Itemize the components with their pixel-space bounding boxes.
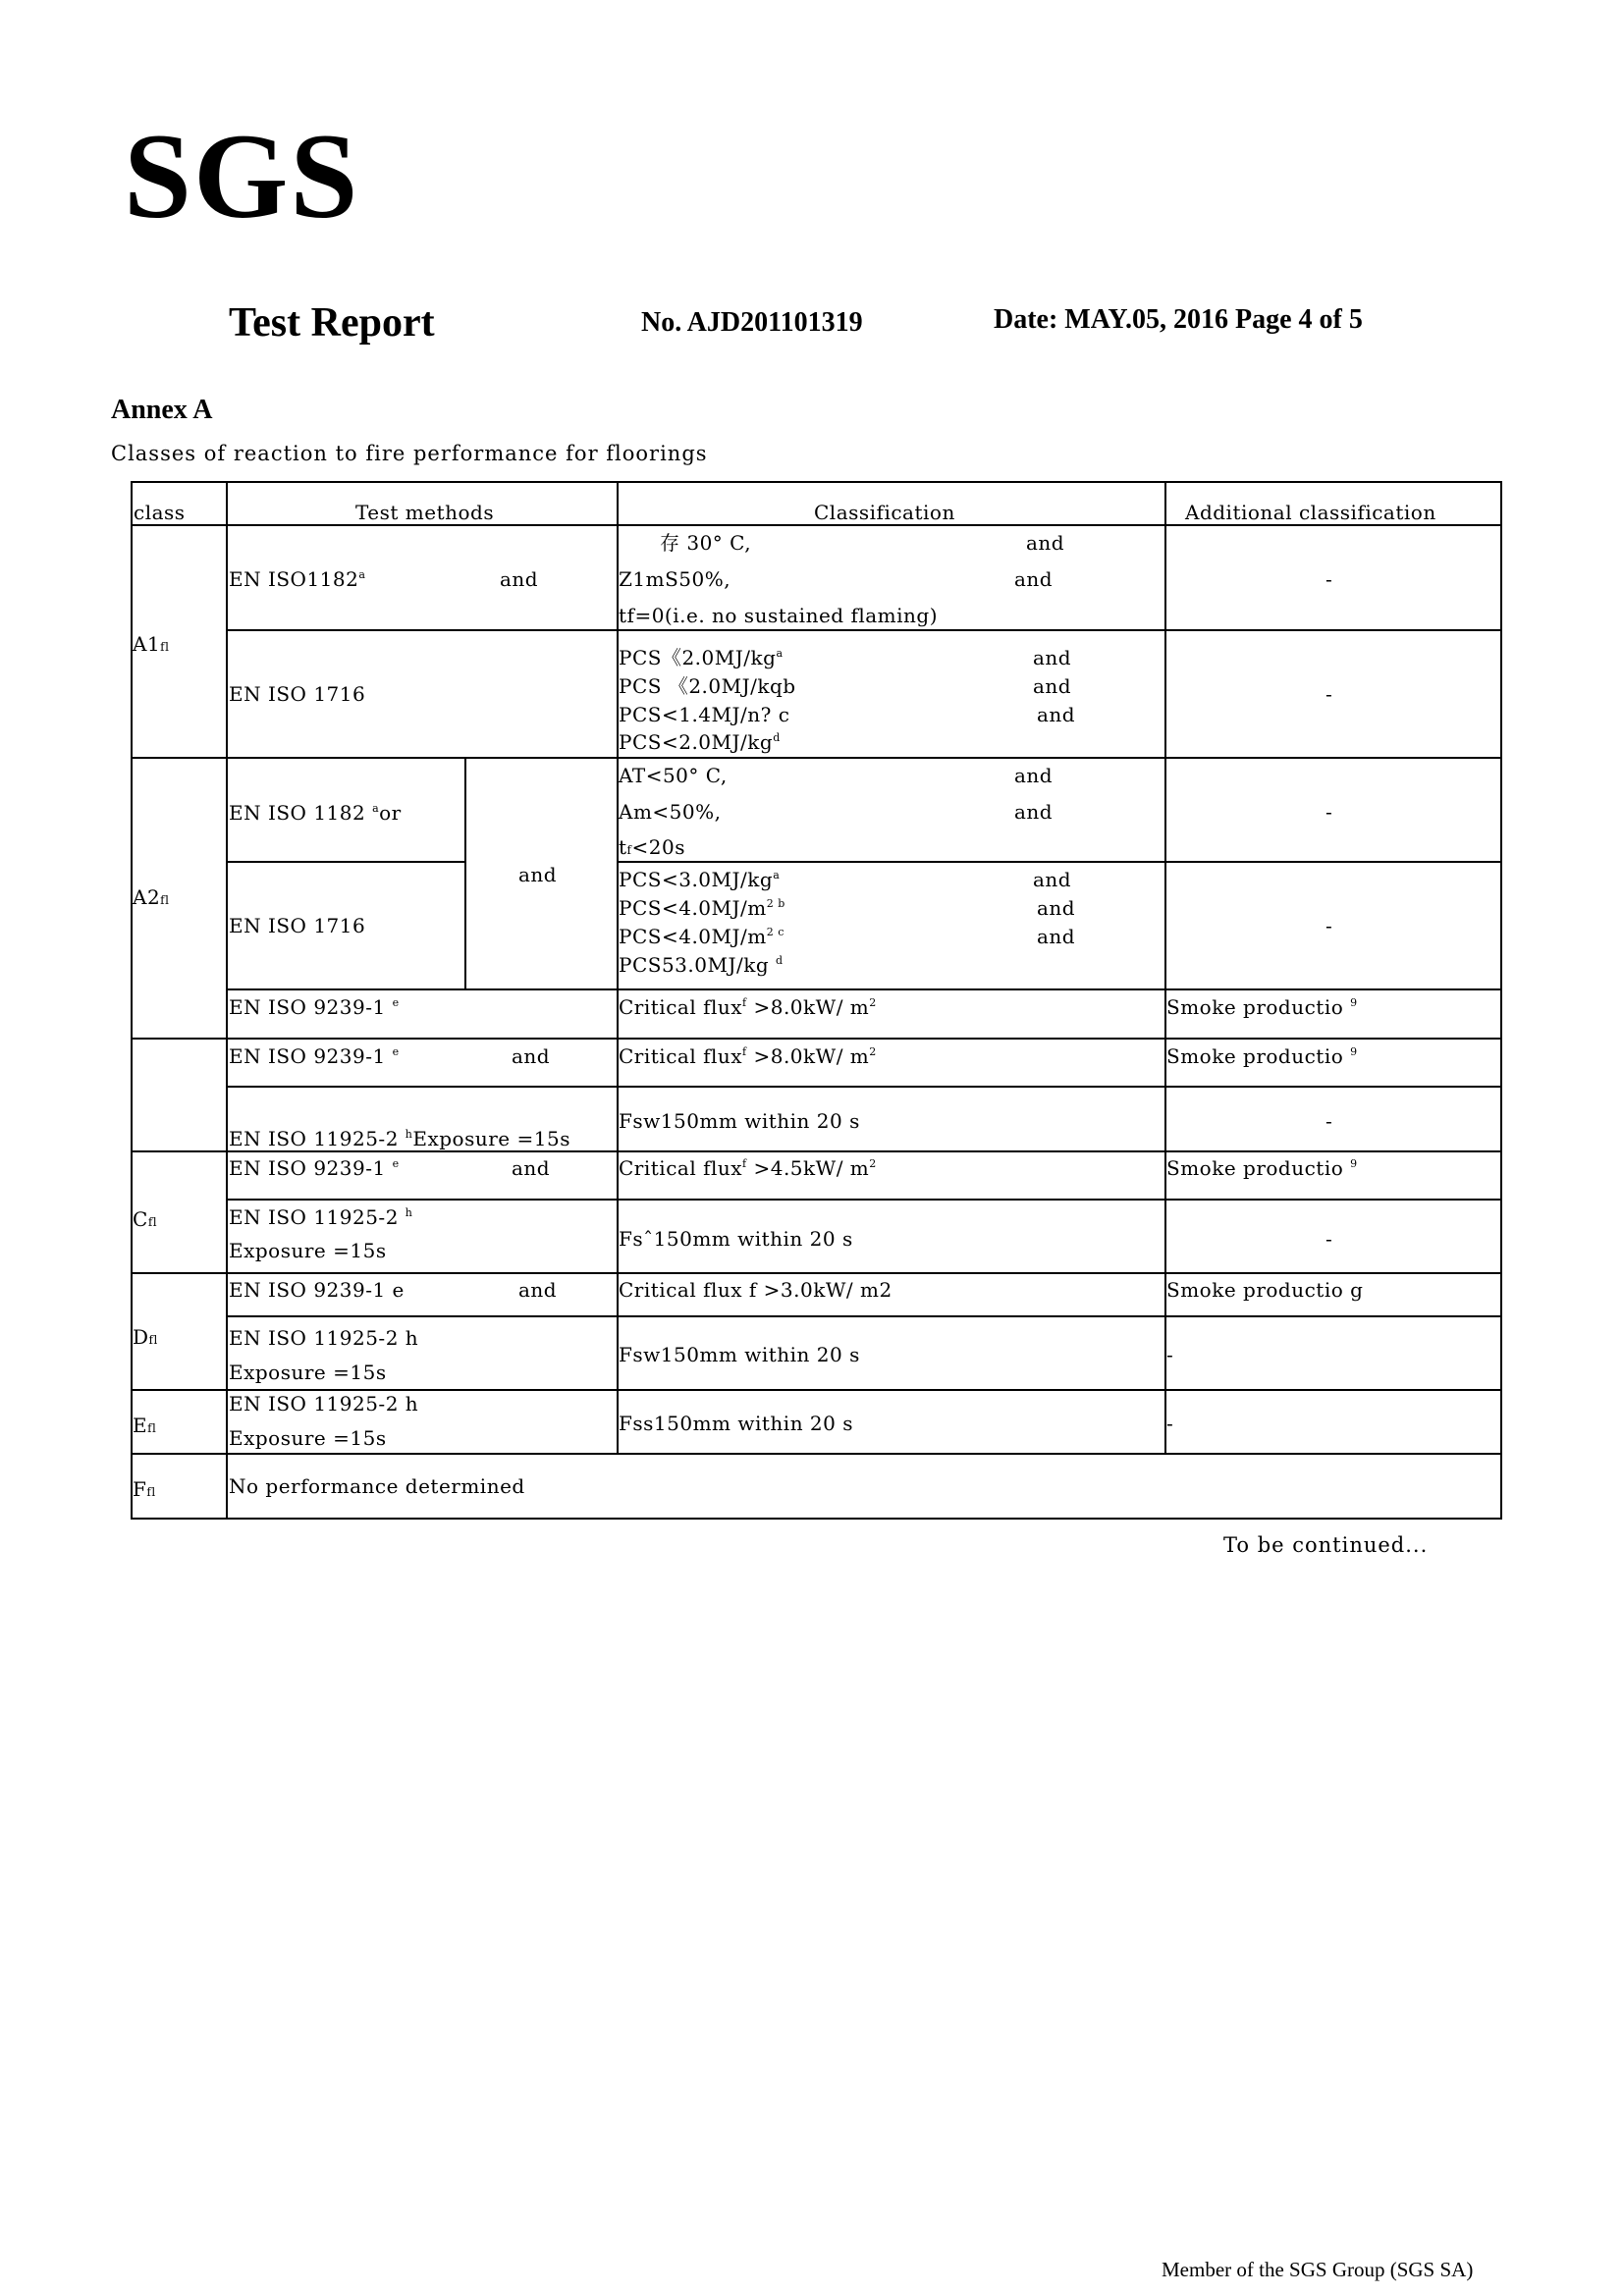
- a2-additional-1: -: [1325, 800, 1333, 824]
- e-method-1: EN ISO 11925-2 h: [229, 1392, 419, 1415]
- d-method-2-exposure: Exposure =15s: [229, 1361, 387, 1384]
- class-a2: A2fl: [133, 885, 170, 909]
- d-class-2: Fsw150mm within 20 s: [619, 1343, 860, 1366]
- b-method-1: EN ISO 9239-1 $^e$: [229, 1044, 400, 1068]
- a1-class-1: 存 30° C,: [660, 531, 752, 555]
- a2-method-2: EN ISO 1716: [229, 914, 366, 937]
- c-additional-1: Smoke productio $^9$: [1166, 1156, 1358, 1180]
- b-class-1: Critical flux$^f$ >8.0kW/ $m^2$: [619, 1044, 877, 1068]
- a2-method-3: EN ISO 9239-1 $^e$: [229, 995, 400, 1019]
- a1-class-4: PCS《$2.0MJ/kg^a$: [619, 646, 784, 669]
- a2-class-5: $PCS<4.0MJ/m^{2 b}$: [619, 896, 785, 920]
- c-class-1: Critical flux$^f$ >4.5kW/ $m^2$: [619, 1156, 877, 1180]
- a2-class-4: $PCS<3.0MJ/kg^a$: [619, 868, 781, 891]
- e-method-1-exposure: Exposure =15s: [229, 1426, 387, 1450]
- d-class-1: Critical flux f >3.0kW/ m2: [619, 1278, 893, 1302]
- a2-class-6-and: and: [1037, 925, 1076, 948]
- e-class-1: Fss150mm within 20 s: [619, 1412, 854, 1435]
- c-additional-2: -: [1325, 1227, 1333, 1251]
- header-test-methods: Test methods: [355, 501, 495, 524]
- a2-class-2: Am<50%,: [619, 800, 722, 824]
- a1-method-1-and: and: [500, 567, 539, 591]
- c-method-2-exposure: Exposure =15s: [229, 1239, 387, 1262]
- d-method-1: EN ISO 9239-1 e: [229, 1278, 405, 1302]
- d-additional-1: Smoke productio g: [1166, 1278, 1364, 1302]
- a2-class-2-and: and: [1014, 800, 1054, 824]
- class-d: Dfl: [133, 1325, 158, 1349]
- a2-class-6: $PCS<4.0MJ/m^{2 c}$: [619, 925, 784, 948]
- d-additional-2: -: [1166, 1343, 1174, 1366]
- a1-class-5-and: and: [1033, 674, 1072, 698]
- a1-class-1-and: and: [1026, 531, 1065, 555]
- footer-member: Member of the SGS Group (SGS SA): [1162, 2258, 1474, 2281]
- report-title: Test Report: [229, 300, 435, 346]
- c-class-2: Fsˆ150mm within 20 s: [619, 1227, 853, 1251]
- a1-class-5: PCS 《2.0MJ/kqb: [619, 674, 796, 698]
- a2-class-4-and: and: [1033, 868, 1072, 891]
- d-method-2: EN ISO 11925-2 h: [229, 1326, 419, 1350]
- a2-and-mid: and: [518, 863, 558, 886]
- c-method-1-and: and: [512, 1156, 551, 1180]
- e-additional-1: -: [1166, 1412, 1174, 1435]
- a1-class-2: Z1mS50%,: [619, 567, 731, 591]
- a1-class-6: PCS<1.4MJ/n? c: [619, 703, 790, 726]
- header-classification: Classification: [814, 501, 955, 524]
- header-additional: Additional classification: [1185, 501, 1436, 524]
- a2-method-1: EN ISO 1182 $^a$or: [229, 801, 402, 825]
- a2-additional-3: Smoke productio $^9$: [1166, 995, 1358, 1019]
- annex-heading: Annex A: [111, 395, 213, 425]
- d-method-1-and: and: [518, 1278, 558, 1302]
- b-additional-1: Smoke productio $^9$: [1166, 1044, 1358, 1068]
- class-e: Efl: [133, 1414, 157, 1437]
- b-method-2: EN ISO 11925-2 $^h$Exposure =15s: [229, 1127, 570, 1150]
- report-date-page: Date: MAY.05, 2016 Page 4 of 5: [994, 304, 1363, 335]
- a1-additional-2: -: [1325, 682, 1333, 706]
- header-class: class: [134, 501, 186, 524]
- a1-class-4-and: and: [1033, 646, 1072, 669]
- c-method-1: EN ISO 9239-1 $^e$: [229, 1156, 400, 1180]
- b-method-1-and: and: [512, 1044, 551, 1068]
- f-no-performance: No performance determined: [229, 1474, 525, 1498]
- a1-method-1: EN ISO1182$^a$: [229, 567, 366, 591]
- class-a1: A1fl: [133, 632, 170, 656]
- a1-class-2-and: and: [1014, 567, 1054, 591]
- a2-class-7: PCS53.0MJ/kg $^d$: [619, 953, 784, 977]
- sgs-logo: SGS: [124, 109, 360, 243]
- report-number: No. AJD201101319: [641, 307, 863, 338]
- a1-class-7: $PCS<2.0MJ/kg^d$: [619, 730, 781, 754]
- a1-additional-1: -: [1325, 567, 1333, 591]
- class-f: Ffl: [133, 1477, 156, 1501]
- a1-class-3: tf=0(i.e. no sustained flaming): [619, 604, 939, 627]
- annex-subtitle: Classes of reaction to fire performance for floorings: [111, 442, 708, 465]
- b-class-2: Fsw150mm within 20 s: [619, 1109, 860, 1133]
- continued-note: To be continued...: [1223, 1533, 1429, 1557]
- class-c: Cfl: [133, 1207, 158, 1231]
- a2-class-1: AT<50° C,: [619, 764, 728, 787]
- a2-class-8: Critical flux$^f$ >8.0kW/ $m^2$: [619, 995, 877, 1019]
- a1-class-6-and: and: [1037, 703, 1076, 726]
- b-additional-2: -: [1325, 1109, 1333, 1133]
- a2-additional-2: -: [1325, 914, 1333, 937]
- a2-class-1-and: and: [1014, 764, 1054, 787]
- a2-class-3: tf<20s: [619, 835, 685, 859]
- a1-method-2: EN ISO 1716: [229, 682, 366, 706]
- c-method-2: EN ISO 11925-2 $^h$: [229, 1205, 413, 1229]
- a2-class-5-and: and: [1037, 896, 1076, 920]
